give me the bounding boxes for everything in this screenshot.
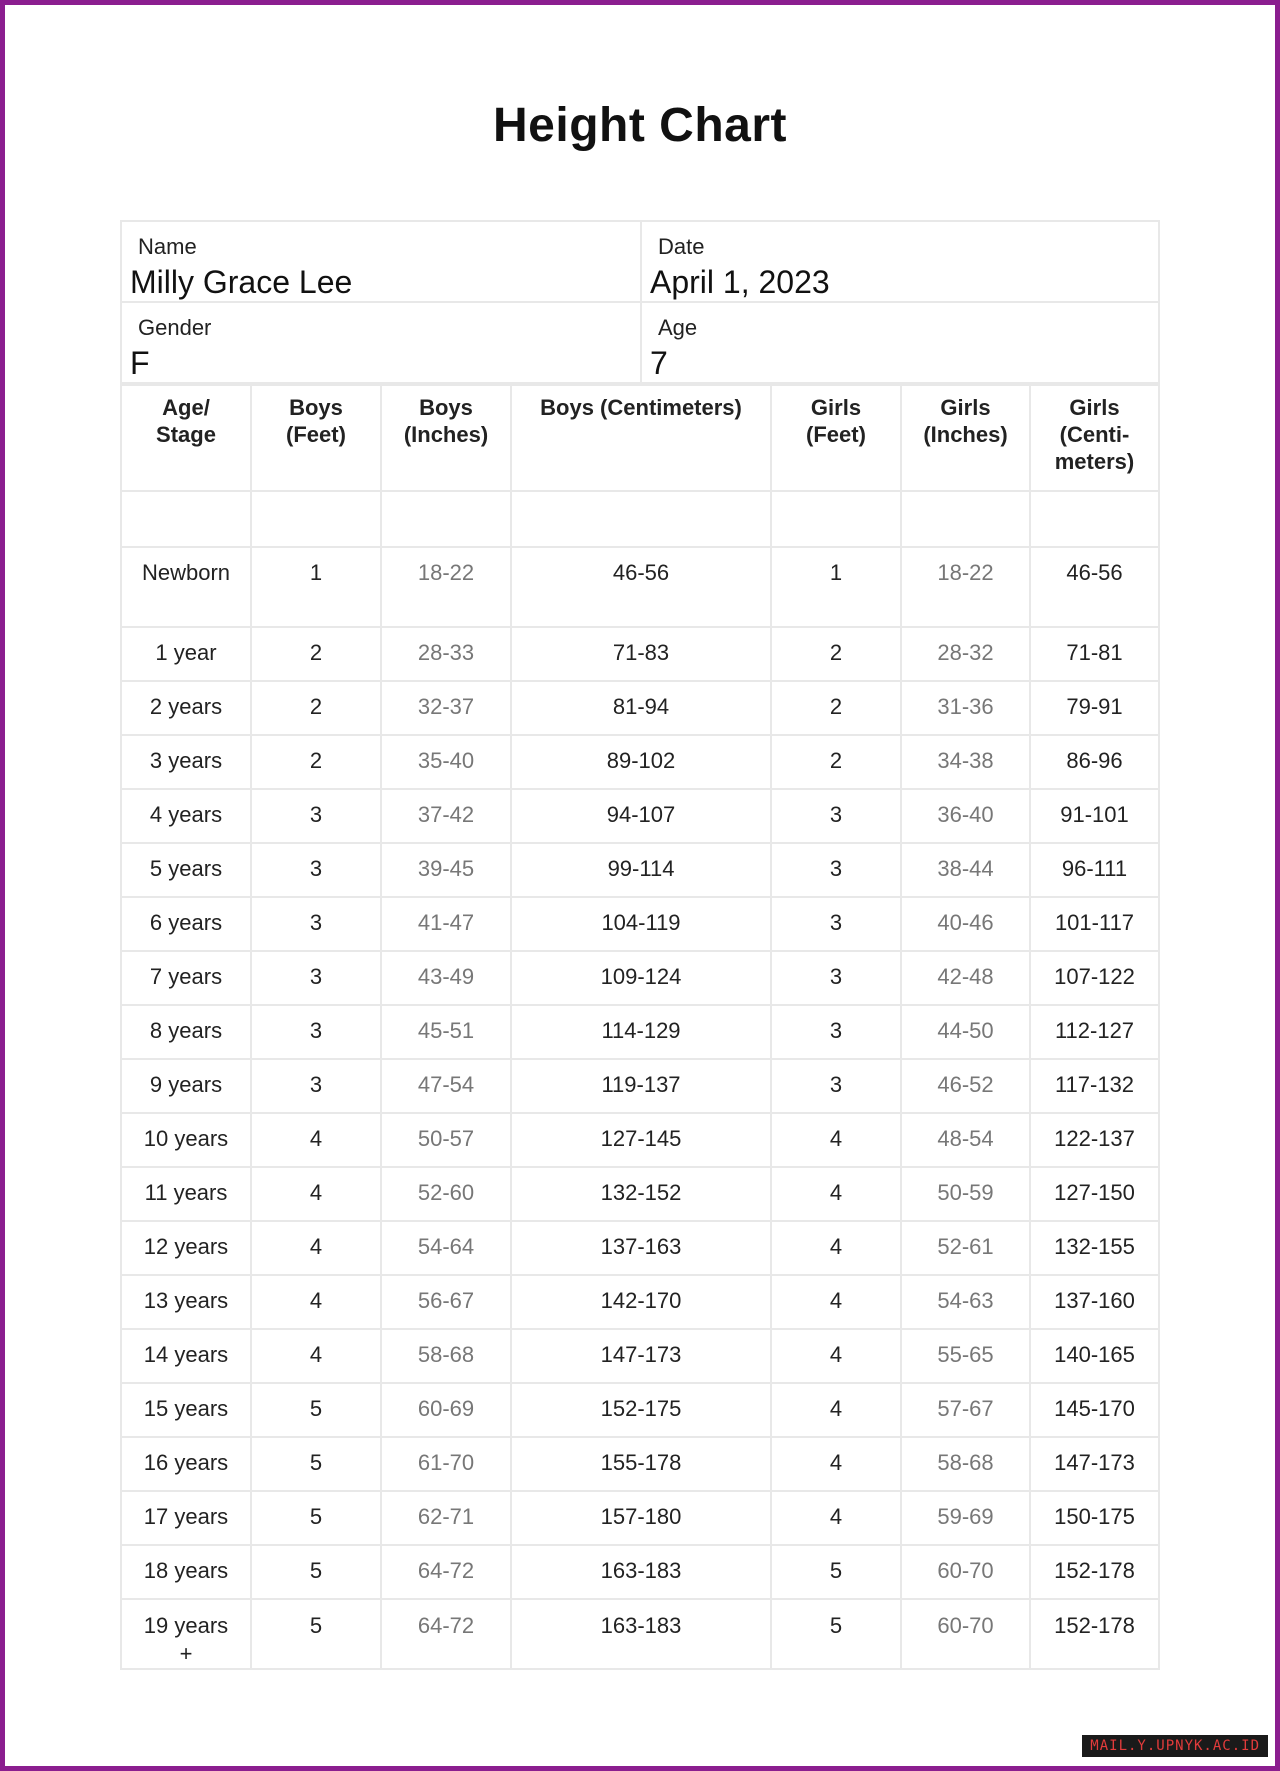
table-row: [121, 1005, 1159, 1059]
cell-boys-cm: 94-107: [511, 789, 771, 843]
cell-girls-feet: 3: [771, 951, 901, 1005]
cell-girls-inches: 18-22: [901, 547, 1030, 627]
header-row: [121, 385, 1159, 491]
cell-boys-cm: 46-56: [511, 547, 771, 627]
gender-label: Gender: [138, 315, 212, 340]
table-row: [121, 1275, 1159, 1329]
cell-girls-inches: 42-48: [901, 951, 1030, 1005]
cell-boys-cm: 152-175: [511, 1383, 771, 1437]
table-row: [121, 627, 1159, 681]
table-row: [121, 951, 1159, 1005]
cell-age: Newborn: [121, 547, 251, 627]
table-row: [121, 735, 1159, 789]
table-row: [121, 1221, 1159, 1275]
cell-girls-feet: 5: [771, 1545, 901, 1599]
cell-girls-cm: 107-122: [1030, 951, 1159, 1005]
col-header-age: Age/ Stage: [121, 385, 251, 491]
cell-girls-feet: 3: [771, 843, 901, 897]
cell-boys-inches: 64-72: [381, 1599, 511, 1669]
cell-boys-cm: 132-152: [511, 1167, 771, 1221]
cell-girls-inches: 60-70: [901, 1599, 1030, 1669]
cell-boys-cm: 109-124: [511, 951, 771, 1005]
table-row: [121, 1113, 1159, 1167]
table-row: [121, 1599, 1159, 1669]
cell-girls-inches: 31-36: [901, 681, 1030, 735]
date-value: April 1, 2023: [650, 264, 830, 300]
cell-girls-cm: 132-155: [1030, 1221, 1159, 1275]
cell-boys-feet: 2: [251, 627, 381, 681]
table-row: [121, 843, 1159, 897]
cell-boys-feet: 2: [251, 735, 381, 789]
cell-girls-feet: 4: [771, 1221, 901, 1275]
cell-girls-inches: 40-46: [901, 897, 1030, 951]
cell-boys-inches: 58-68: [381, 1329, 511, 1383]
cell-age: 9 years: [121, 1059, 251, 1113]
cell-boys-inches: 50-57: [381, 1113, 511, 1167]
cell-girls-inches: 60-70: [901, 1545, 1030, 1599]
cell-girls-inches: 46-52: [901, 1059, 1030, 1113]
cell-boys-feet: 4: [251, 1167, 381, 1221]
age-label: Age: [658, 315, 698, 340]
date-cell: [641, 221, 1159, 302]
cell-boys-inches: 56-67: [381, 1275, 511, 1329]
col-header-boys-feet: Boys (Feet): [251, 385, 381, 491]
cell-girls-cm: 71-81: [1030, 627, 1159, 681]
cell-girls-inches: 28-32: [901, 627, 1030, 681]
table-row: [121, 681, 1159, 735]
cell-girls-cm: 91-101: [1030, 789, 1159, 843]
cell-girls-cm: 96-111: [1030, 843, 1159, 897]
cell-age: 4 years: [121, 789, 251, 843]
cell-boys-cm: 147-173: [511, 1329, 771, 1383]
cell-girls-feet: 3: [771, 1059, 901, 1113]
cell-boys-feet: 5: [251, 1491, 381, 1545]
cell-boys-inches: 37-42: [381, 789, 511, 843]
cell-girls-cm: 147-173: [1030, 1437, 1159, 1491]
cell-boys-feet: 5: [251, 1437, 381, 1491]
cell-age: 7 years: [121, 951, 251, 1005]
cell-boys-inches: 45-51: [381, 1005, 511, 1059]
cell-girls-feet: 2: [771, 681, 901, 735]
cell-boys-feet: 5: [251, 1545, 381, 1599]
blank-row: [121, 491, 1159, 547]
cell-boys-feet: 1: [251, 547, 381, 627]
cell-boys-inches: 28-33: [381, 627, 511, 681]
blank-cell: [511, 491, 771, 547]
cell-age: 6 years: [121, 897, 251, 951]
cell-boys-feet: 3: [251, 1059, 381, 1113]
cell-boys-cm: 114-129: [511, 1005, 771, 1059]
cell-girls-feet: 3: [771, 1005, 901, 1059]
col-header-girls-inches: Girls (Inches): [901, 385, 1030, 491]
cell-age: 15 years: [121, 1383, 251, 1437]
table-row: [121, 1167, 1159, 1221]
cell-girls-feet: 3: [771, 789, 901, 843]
col-header-girls-cm: Girls (Centi- meters): [1030, 385, 1159, 491]
cell-girls-cm: 112-127: [1030, 1005, 1159, 1059]
cell-girls-cm: 150-175: [1030, 1491, 1159, 1545]
cell-boys-inches: 35-40: [381, 735, 511, 789]
cell-boys-inches: 39-45: [381, 843, 511, 897]
cell-girls-feet: 1: [771, 547, 901, 627]
cell-age: 18 years: [121, 1545, 251, 1599]
name-cell: [121, 221, 641, 302]
cell-girls-cm: 101-117: [1030, 897, 1159, 951]
cell-boys-cm: 81-94: [511, 681, 771, 735]
cell-boys-inches: 62-71: [381, 1491, 511, 1545]
cell-girls-cm: 46-56: [1030, 547, 1159, 627]
cell-age: 10 years: [121, 1113, 251, 1167]
cell-boys-inches: 60-69: [381, 1383, 511, 1437]
cell-boys-cm: 127-145: [511, 1113, 771, 1167]
col-header-girls-feet: Girls (Feet): [771, 385, 901, 491]
cell-boys-feet: 4: [251, 1221, 381, 1275]
cell-girls-feet: 4: [771, 1329, 901, 1383]
cell-boys-feet: 3: [251, 897, 381, 951]
cell-boys-feet: 3: [251, 789, 381, 843]
cell-age: 16 years: [121, 1437, 251, 1491]
cell-age: 14 years: [121, 1329, 251, 1383]
name-label: Name: [138, 234, 197, 259]
cell-boys-cm: 155-178: [511, 1437, 771, 1491]
info-table: [120, 220, 1160, 384]
table-row: [121, 547, 1159, 627]
cell-girls-cm: 122-137: [1030, 1113, 1159, 1167]
cell-age: 11 years: [121, 1167, 251, 1221]
cell-girls-inches: 38-44: [901, 843, 1030, 897]
cell-boys-inches: 43-49: [381, 951, 511, 1005]
cell-girls-feet: 2: [771, 735, 901, 789]
page-title: Height Chart: [493, 99, 787, 152]
cell-boys-feet: 4: [251, 1275, 381, 1329]
cell-boys-feet: 5: [251, 1383, 381, 1437]
cell-girls-cm: 137-160: [1030, 1275, 1159, 1329]
gender-cell: [121, 302, 641, 383]
cell-girls-cm: 86-96: [1030, 735, 1159, 789]
col-header-boys-inches: Boys (Inches): [381, 385, 511, 491]
blank-cell: [901, 491, 1030, 547]
cell-boys-cm: 137-163: [511, 1221, 771, 1275]
cell-girls-inches: 34-38: [901, 735, 1030, 789]
cell-age: 17 years: [121, 1491, 251, 1545]
cell-boys-cm: 99-114: [511, 843, 771, 897]
cell-girls-cm: 127-150: [1030, 1167, 1159, 1221]
gender-value: F: [130, 345, 150, 381]
cell-girls-inches: 48-54: [901, 1113, 1030, 1167]
cell-girls-inches: 54-63: [901, 1275, 1030, 1329]
cell-girls-feet: 4: [771, 1113, 901, 1167]
blank-cell: [121, 491, 251, 547]
table-row: [121, 789, 1159, 843]
cell-boys-feet: 3: [251, 1005, 381, 1059]
blank-cell: [251, 491, 381, 547]
cell-girls-cm: 152-178: [1030, 1545, 1159, 1599]
cell-girls-feet: 4: [771, 1383, 901, 1437]
blank-cell: [381, 491, 511, 547]
cell-boys-cm: 89-102: [511, 735, 771, 789]
cell-girls-feet: 4: [771, 1167, 901, 1221]
cell-girls-inches: 50-59: [901, 1167, 1030, 1221]
cell-age: 1 year: [121, 627, 251, 681]
cell-boys-cm: 104-119: [511, 897, 771, 951]
table-row: [121, 1059, 1159, 1113]
table-row: [121, 1437, 1159, 1491]
cell-boys-cm: 157-180: [511, 1491, 771, 1545]
cell-boys-feet: 5: [251, 1599, 381, 1669]
cell-age: 3 years: [121, 735, 251, 789]
cell-girls-cm: 140-165: [1030, 1329, 1159, 1383]
cell-boys-inches: 61-70: [381, 1437, 511, 1491]
col-header-boys-cm: Boys (Centimeters): [511, 385, 771, 491]
cell-girls-feet: 4: [771, 1275, 901, 1329]
table-row: [121, 1329, 1159, 1383]
table-row: [121, 1545, 1159, 1599]
cell-boys-inches: 47-54: [381, 1059, 511, 1113]
cell-girls-inches: 58-68: [901, 1437, 1030, 1491]
cell-boys-inches: 54-64: [381, 1221, 511, 1275]
table-body: [121, 547, 1159, 1669]
height-table: [120, 384, 1160, 1670]
cell-age: 8 years: [121, 1005, 251, 1059]
cell-girls-inches: 57-67: [901, 1383, 1030, 1437]
cell-age: 19 years +: [121, 1599, 251, 1669]
cell-boys-cm: 163-183: [511, 1599, 771, 1669]
cell-girls-cm: 117-132: [1030, 1059, 1159, 1113]
cell-age: 12 years: [121, 1221, 251, 1275]
cell-girls-feet: 2: [771, 627, 901, 681]
cell-boys-feet: 3: [251, 843, 381, 897]
cell-boys-cm: 119-137: [511, 1059, 771, 1113]
cell-age: 5 years: [121, 843, 251, 897]
cell-boys-cm: 142-170: [511, 1275, 771, 1329]
blank-cell: [771, 491, 901, 547]
cell-boys-inches: 41-47: [381, 897, 511, 951]
table-row: [121, 897, 1159, 951]
cell-girls-inches: 44-50: [901, 1005, 1030, 1059]
cell-girls-cm: 152-178: [1030, 1599, 1159, 1669]
age-cell: [641, 302, 1159, 383]
name-value: Milly Grace Lee: [130, 264, 353, 300]
blank-cell: [1030, 491, 1159, 547]
cell-boys-cm: 163-183: [511, 1545, 771, 1599]
cell-boys-inches: 18-22: [381, 547, 511, 627]
cell-girls-inches: 59-69: [901, 1491, 1030, 1545]
cell-girls-cm: 79-91: [1030, 681, 1159, 735]
cell-boys-cm: 71-83: [511, 627, 771, 681]
table-row: [121, 1491, 1159, 1545]
cell-boys-inches: 32-37: [381, 681, 511, 735]
cell-girls-feet: 3: [771, 897, 901, 951]
watermark: MAIL.Y.UPNYK.AC.ID: [1082, 1735, 1268, 1757]
cell-boys-feet: 3: [251, 951, 381, 1005]
cell-girls-inches: 36-40: [901, 789, 1030, 843]
cell-girls-feet: 4: [771, 1437, 901, 1491]
date-label: Date: [658, 234, 705, 259]
cell-boys-inches: 64-72: [381, 1545, 511, 1599]
cell-age: 2 years: [121, 681, 251, 735]
age-value: 7: [650, 345, 668, 381]
cell-girls-feet: 4: [771, 1491, 901, 1545]
cell-boys-feet: 2: [251, 681, 381, 735]
cell-boys-inches: 52-60: [381, 1167, 511, 1221]
cell-age: 13 years: [121, 1275, 251, 1329]
cell-girls-inches: 52-61: [901, 1221, 1030, 1275]
cell-girls-feet: 5: [771, 1599, 901, 1669]
cell-girls-inches: 55-65: [901, 1329, 1030, 1383]
cell-girls-cm: 145-170: [1030, 1383, 1159, 1437]
cell-boys-feet: 4: [251, 1329, 381, 1383]
table-row: [121, 1383, 1159, 1437]
cell-boys-feet: 4: [251, 1113, 381, 1167]
